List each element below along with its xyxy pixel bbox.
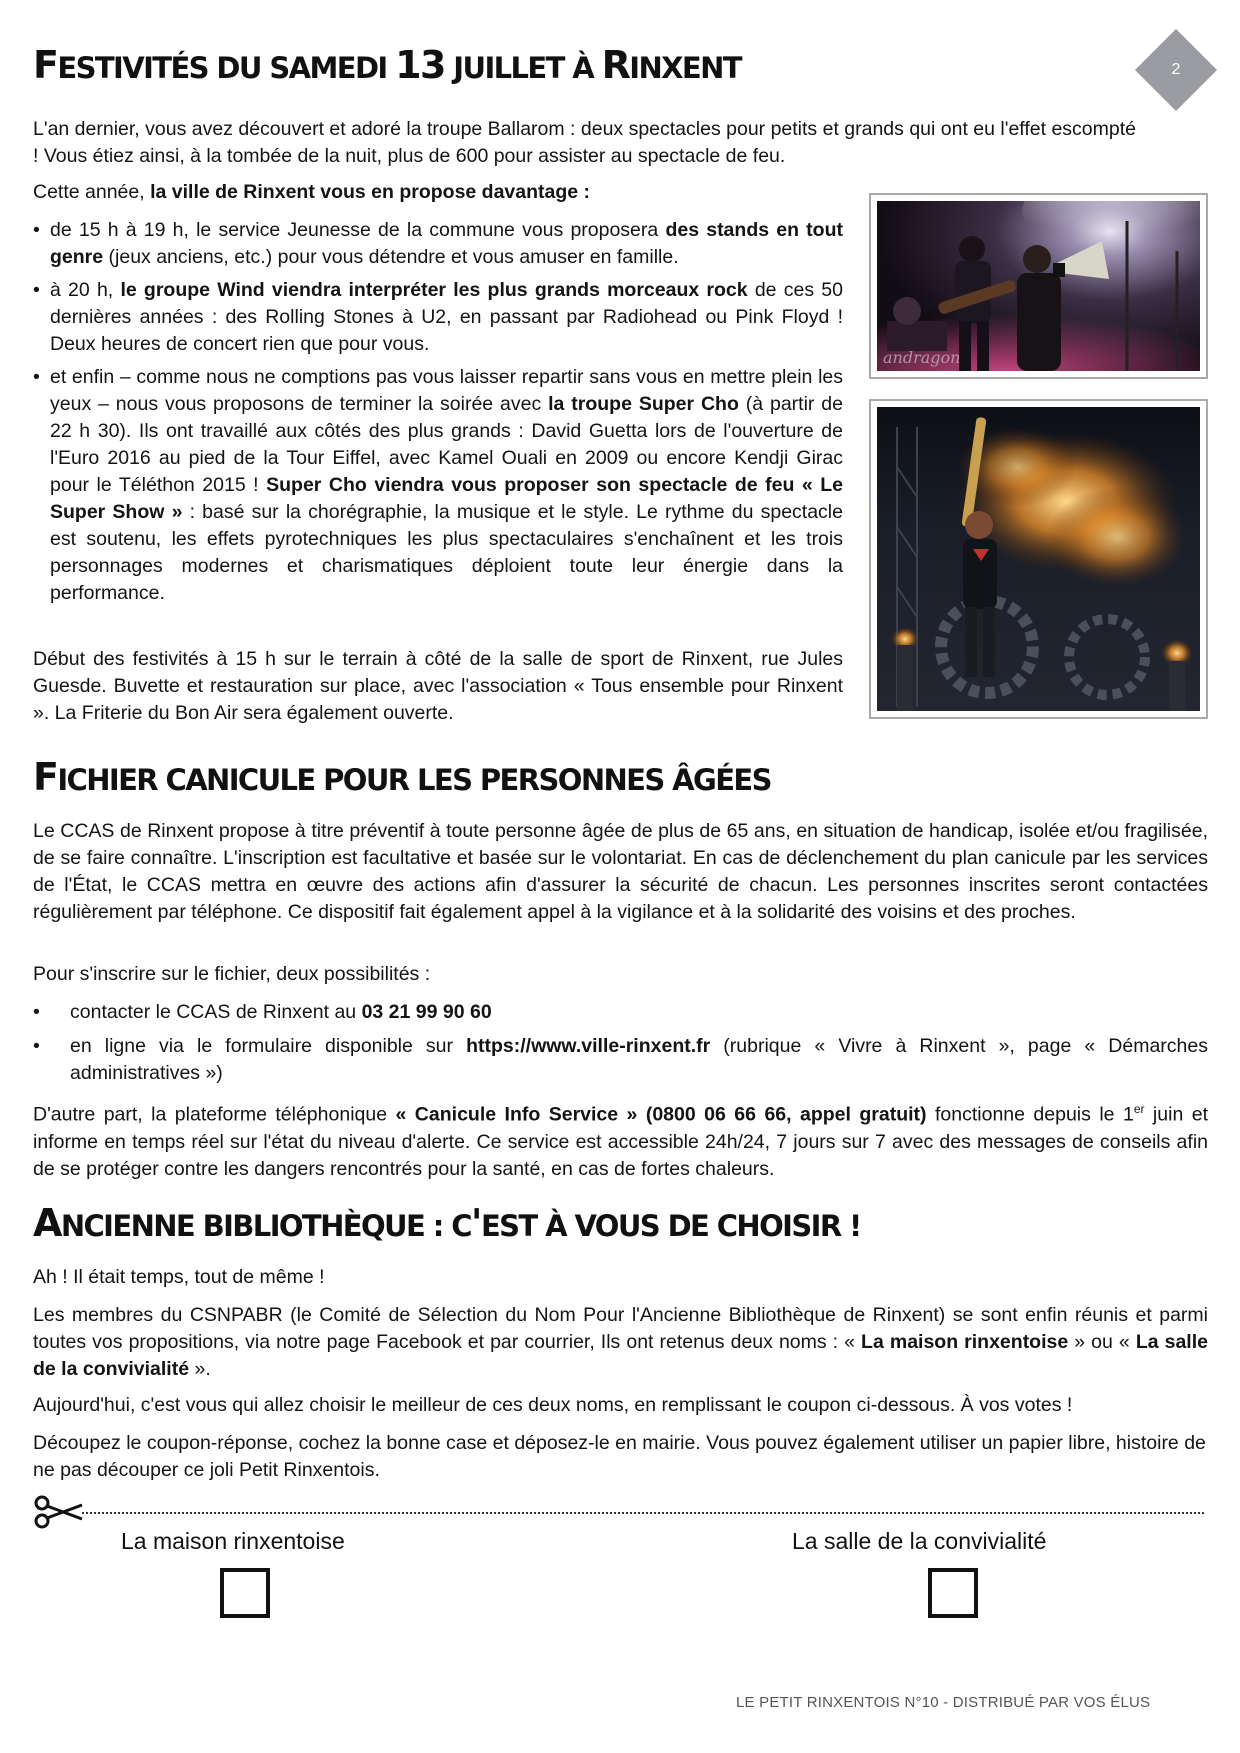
- heatwave-options-list: [33, 999, 1208, 1087]
- concert-photo: [869, 193, 1208, 379]
- heatwave-info-service: D'autre part, la plateforme téléphonique « Canicule Info Service » (0800 06 66 66, appel gratuit) fonctionne depuis le 1er juin et informe en temps réel sur l'état du niveau d'alerte. Ce service est accessible 24h/24, 7 jours sur 7 avec des messages de conseils afin de se protéger contre les dangers rencontrés pour la santé, en cas de fortes chaleurs.: [33, 1102, 1208, 1180]
- library-vote: Aujourd'hui, c'est vous qui allez choisir le meilleur de ces deux noms, en remplissant le coupon ci-dessous. À vos votes !: [33, 1394, 1073, 1416]
- library-intro: Ah ! Il était temps, tout de même !: [33, 1266, 325, 1288]
- page-number: 2: [1171, 61, 1181, 78]
- coupon-option-label-1: La maison rinxentoise: [121, 1528, 345, 1554]
- festivities-lead: Cette année, la ville de Rinxent vous en propose davantage :: [33, 181, 591, 203]
- library-members: Les membres du CSNPABR (le Comité de Sélection du Nom Pour l'Ancienne Bibliothèque de Rinxent) se sont enfin réunis et parmi toutes vos propositions, via notre page Facebook et par courrier, Ils ont retenus deux noms : « La maison rinxentoise » ou « La salle de la convivialité ».: [33, 1304, 1208, 1380]
- festivities-closing: Début des festivités à 15 h sur le terrain à côté de la salle de sport de Rinxent, rue Jules Guesde. Buvette et restauration sur place, avec l'association « Tous ensemble pour Rinxent ». La Friterie du Bon Air sera également ouverte.: [33, 648, 843, 724]
- concert-scene-illustration: [877, 201, 1200, 371]
- festivities-program-list: [33, 217, 843, 607]
- scissors-icon: [32, 1492, 84, 1532]
- cut-line: [82, 1512, 1204, 1514]
- list-item: • à 20 h, le groupe Wind viendra interpréter les plus grands morceaux rock de ces 50 dernières années : des Rolling Stones à U2, en passant par Radiohead ou Pink Floyd ! Deux heures de concert rien que pour vous.: [33, 279, 843, 355]
- list-item: • contacter le CCAS de Rinxent au 03 21 99 90 60: [33, 1001, 492, 1023]
- fire-performer-illustration: [877, 407, 1200, 711]
- library-cut-instructions: Découpez le coupon-réponse, cochez la bonne case et déposez-le en mairie. Vous pouvez également utiliser un papier libre, histoire de ne pas découper ce joli Petit Rinxentois.: [33, 1432, 1206, 1481]
- coupon-checkbox-salle-convivialite[interactable]: [928, 1568, 978, 1618]
- page-number-badge: [1135, 29, 1217, 111]
- library-title: ANCIENNE BIBLIOTHÈQUE : C'EST À VOUS DE CHOISIR !: [33, 1201, 861, 1245]
- festivities-title: FESTIVITÉS DU SAMEDI 13 JUILLET À RINXENT: [33, 43, 741, 87]
- coupon-option-label-2: La salle de la convivialité: [792, 1528, 1047, 1554]
- list-item: • en ligne via le formulaire disponible sur https://www.ville-rinxent.fr (rubrique « Vivre à Rinxent », page « Démarches administratives »): [33, 1035, 1208, 1084]
- fire-show-photo: [869, 399, 1208, 719]
- heatwave-title: FICHIER CANICULE POUR LES PERSONNES ÂGÉES: [33, 755, 771, 799]
- festivities-intro: L'an dernier, vous avez découvert et adoré la troupe Ballarom : deux spectacles pour petits et grands qui ont eu l'effet escompté ! Vous étiez ainsi, à la tombée de la nuit, plus de 600 pour assister au spectacle de feu.: [33, 118, 1136, 167]
- heatwave-subscribe-intro: Pour s'inscrire sur le fichier, deux possibilités :: [33, 963, 431, 985]
- heatwave-body: Le CCAS de Rinxent propose à titre préventif à toute personne âgée de plus de 65 ans, en situation de handicap, isolée et/ou fragilisée, de se faire connaître. L'inscription est facultative et basée sur le volontariat. En cas de déclenchement du plan canicule par les services de l'État, le CCAS mettra en œuvre des actions afin d'assurer la sécurité de chacun. Les personnes inscrites seront contactées régulièrement par téléphone. Ce dispositif fait également appel à la vigilance et à la solidarité des voisins et des proches.: [33, 820, 1208, 923]
- list-item: • de 15 h à 19 h, le service Jeunesse de la commune vous proposera des stands en tout genre (jeux anciens, etc.) pour vous détendre et vous amuser en famille.: [33, 219, 843, 268]
- photo-signature: andragon: [883, 348, 961, 367]
- page-footer: LE PETIT RINXENTOIS N°10 - DISTRIBUÉ PAR VOS ÉLUS: [736, 1694, 1151, 1711]
- list-item: • et enfin – comme nous ne comptions pas vous laisser repartir sans vous en mettre plein les yeux – nous vous proposons de terminer la soirée avec la troupe Super Cho (à partir de 22 h 30). Ils ont travaillé aux côtés des plus grands : David Guetta lors de l'ouverture de l'Euro 2016 au pied de la Tour Eiffel, avec Kamel Ouali en 2009 ou encore Kendji Girac pour le Téléthon 2015 ! Super Cho viendra vous proposer son spectacle de feu « Le Super Show » : basé sur la chorégraphie, la musique et le style. Le rythme du spectacle est soutenu, les effets pyrotechniques les plus spectaculaires s'enchaînent et les trois personnages modernes et charismatiques déploient toute leur énergie dans la performance.: [33, 366, 843, 604]
- coupon-checkbox-maison-rinxentoise[interactable]: [220, 1568, 270, 1618]
